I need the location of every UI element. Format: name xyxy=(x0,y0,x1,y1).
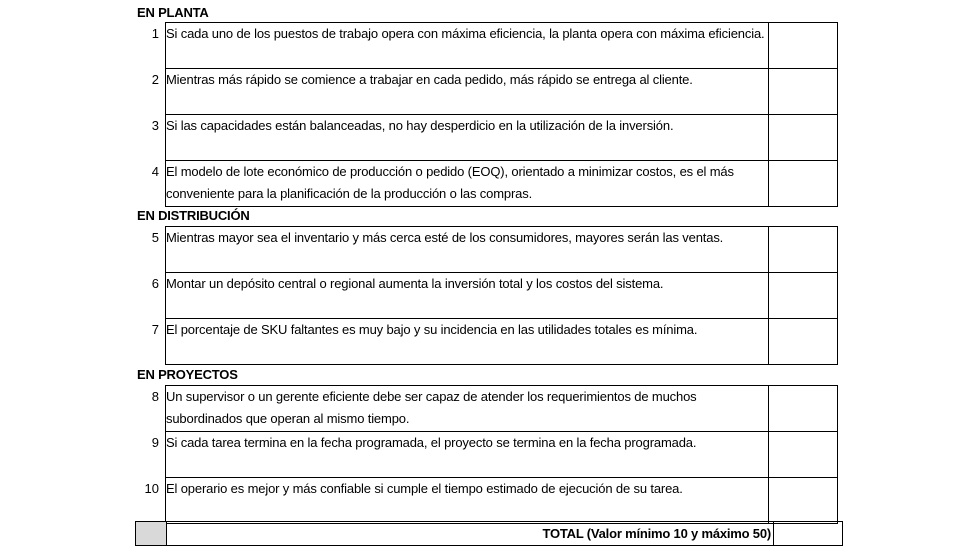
question-text: Mientras mayor sea el inventario y más cerca esté de los consumidores, mayores serán las ventas. xyxy=(166,227,769,273)
question-row xyxy=(135,227,838,273)
question-number: 8 xyxy=(151,388,159,404)
score-cell[interactable] xyxy=(769,319,838,365)
question-number: 5 xyxy=(151,229,159,245)
question-number: 6 xyxy=(151,275,159,291)
question-row xyxy=(135,432,838,478)
question-number: 7 xyxy=(151,321,159,337)
question-number: 3 xyxy=(151,117,159,133)
question-row xyxy=(135,319,838,365)
question-text: El porcentaje de SKU faltantes es muy bajo y su incidencia en las utilidades totales es mínima. xyxy=(166,319,769,365)
score-cell[interactable] xyxy=(769,115,838,161)
total-row xyxy=(135,521,843,546)
question-number: 9 xyxy=(151,434,159,450)
question-text: Si cada tarea termina en la fecha programada, el proyecto se termina en la fecha programada. xyxy=(166,432,769,478)
score-cell[interactable] xyxy=(769,23,838,69)
question-text: El operario es mejor y más confiable si cumple el tiempo estimado de ejecución de su tarea. xyxy=(166,478,769,524)
question-number: 10 xyxy=(144,480,159,496)
question-text: El modelo de lote económico de producción o pedido (EOQ), orientado a minimizar costos, es el más conveniente para la planificación de la producción o las compras. xyxy=(166,161,769,207)
score-cell[interactable] xyxy=(769,227,838,273)
question-number: 2 xyxy=(151,71,159,87)
total-score-cell[interactable] xyxy=(774,522,843,546)
score-cell[interactable] xyxy=(769,432,838,478)
question-text: Si cada uno de los puestos de trabajo opera con máxima eficiencia, la planta opera con máxima eficiencia. xyxy=(166,23,769,69)
question-text: Un supervisor o un gerente eficiente debe ser capaz de atender los requerimientos de muchos subordinados que operan al mismo tiempo. xyxy=(166,386,769,432)
score-cell[interactable] xyxy=(769,161,838,207)
question-text: Mientras más rápido se comience a trabajar en cada pedido, más rápido se entrega al cliente. xyxy=(166,69,769,115)
question-row xyxy=(135,273,838,319)
score-cell[interactable] xyxy=(769,478,838,524)
section-title-proyectos: EN PROYECTOS xyxy=(137,367,238,382)
questions-table-proyectos xyxy=(135,385,838,524)
total-shade-cell xyxy=(136,522,167,546)
question-row xyxy=(135,161,838,207)
question-text: Montar un depósito central o regional aumenta la inversión total y los costos del sistema. xyxy=(166,273,769,319)
score-cell[interactable] xyxy=(769,69,838,115)
questions-table-planta xyxy=(135,22,838,207)
question-number: 4 xyxy=(151,163,159,179)
section-title-planta: EN PLANTA xyxy=(137,5,209,20)
question-number: 1 xyxy=(151,25,159,41)
total-label: TOTAL (Valor mínimo 10 y máximo 50) xyxy=(167,522,774,546)
question-row xyxy=(135,478,838,524)
score-cell[interactable] xyxy=(769,386,838,432)
question-row xyxy=(135,23,838,69)
score-cell[interactable] xyxy=(769,273,838,319)
section-title-distribucion: EN DISTRIBUCIÓN xyxy=(137,208,250,223)
question-text: Si las capacidades están balanceadas, no hay desperdicio en la utilización de la inversión. xyxy=(166,115,769,161)
question-row xyxy=(135,115,838,161)
questions-table-distribucion xyxy=(135,226,838,365)
question-row xyxy=(135,386,838,432)
question-row xyxy=(135,69,838,115)
